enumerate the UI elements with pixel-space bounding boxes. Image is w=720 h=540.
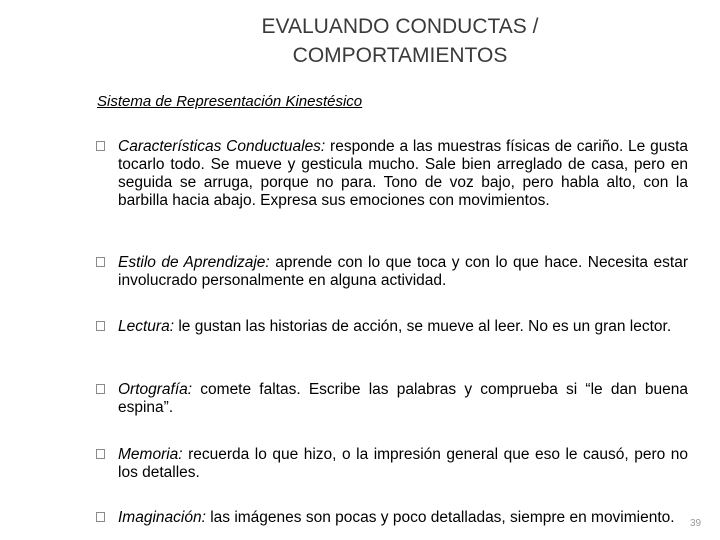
bullet-description: las imágenes son pocas y poco detalladas, siempre en movimiento. [205, 509, 675, 526]
slide-title [180, 12, 620, 70]
bullet-text [118, 446, 688, 482]
square-bullet-icon [96, 141, 105, 151]
square-bullet-icon [96, 321, 105, 331]
bullet-description: recuerda lo que hizo, o la impresión general que eso le causó, pero no los detalles. [118, 446, 688, 481]
bullet-term: Lectura: [118, 318, 175, 335]
bullet-text [118, 254, 688, 290]
slide-title-line-1: EVALUANDO CONDUCTAS / [261, 15, 539, 38]
bullet-text [118, 509, 688, 527]
bullet-text [118, 318, 688, 336]
bullet-text [118, 138, 688, 210]
bullet-description: comete faltas. Escribe las palabras y comprueba si “le dan buena espina”. [118, 381, 688, 416]
bullet-description: responde a las muestras físicas de cariño. Le gusta tocarlo todo. Se mueve y gesticula mucho. Sale bien arreglado de casa, pero en seguida se arruga, porque no para. Tono de voz bajo, pero habla alto, con la barbilla hacia abajo. Expresa sus emociones con movimientos. [118, 138, 688, 209]
square-bullet-icon [96, 449, 105, 459]
bullet-term: Ortografía: [118, 381, 193, 398]
square-bullet-icon [96, 257, 105, 267]
square-bullet-icon [96, 512, 105, 522]
bullet-term: Estilo de Aprendizaje: [118, 254, 270, 271]
bullet-description: le gustan las historias de acción, se mueve al leer. No es un gran lector. [174, 318, 672, 335]
bullet-term: Características Conductuales: [118, 138, 326, 155]
bullet-term: Memoria: [118, 446, 183, 463]
square-bullet-icon [96, 384, 105, 394]
bullet-text [118, 381, 688, 417]
bullet-description: aprende con lo que toca y con lo que hace. Necesita estar involucrado personalmente en alguna actividad. [118, 254, 688, 289]
slide-title-line-2: COMPORTAMIENTOS [292, 44, 508, 67]
page-number: 39 [690, 518, 702, 529]
bullet-term: Imaginación: [118, 509, 206, 526]
section-heading: Sistema de Representación Kinestésico [97, 93, 363, 110]
